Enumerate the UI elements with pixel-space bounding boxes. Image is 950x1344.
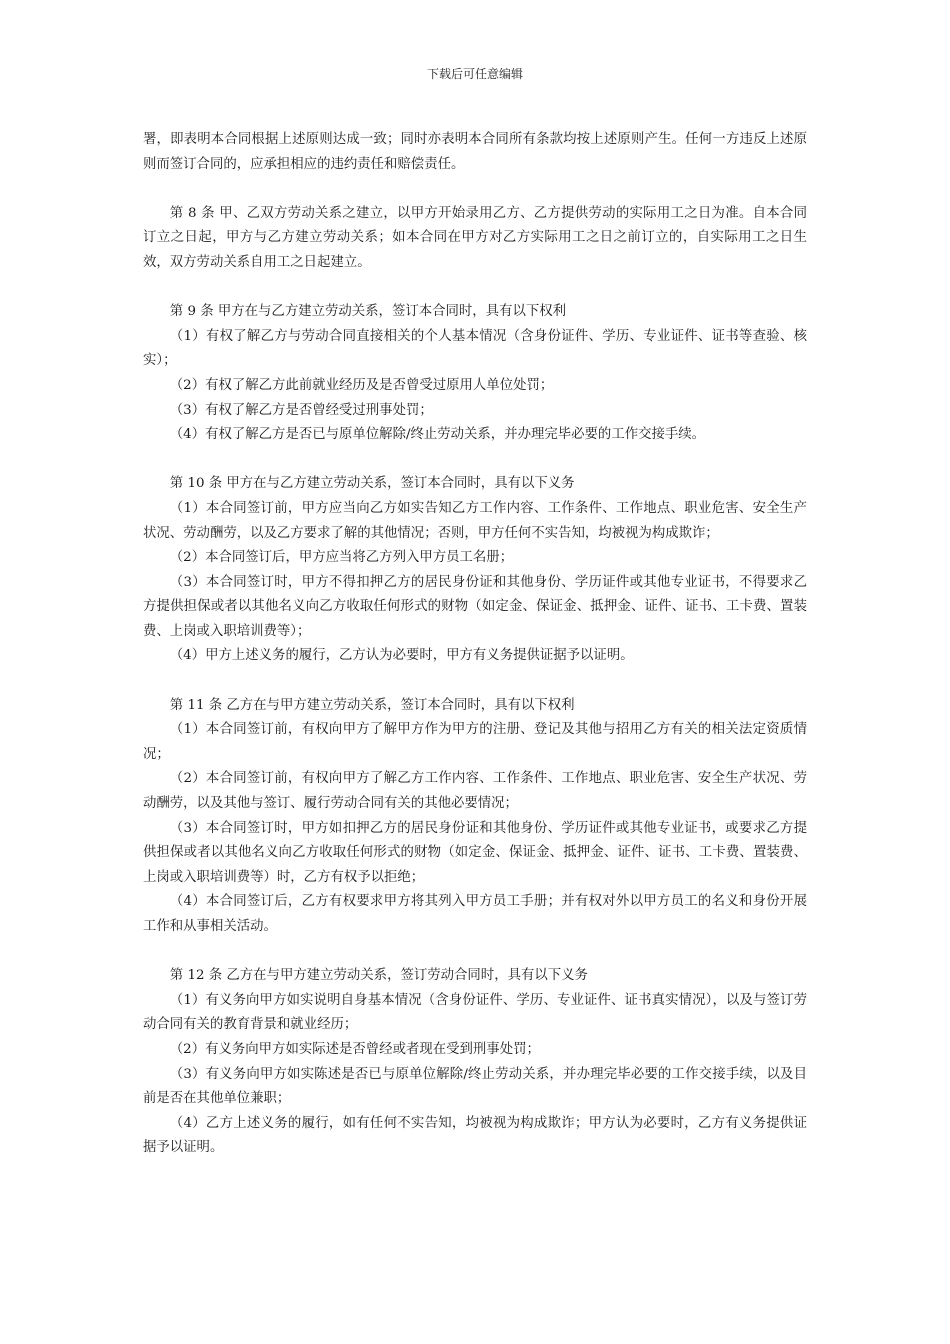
article-10 [143, 472, 807, 669]
article-9-item-1: （1）有权了解乙方与劳动合同直接相关的个人基本情况（含身份证件、学历、专业证件、证书等查验、核实）； [143, 328, 807, 369]
article-12-item-4: （4）乙方上述义务的履行，如有任何不实告知，均被视为构成欺诈；甲方认为必要时，乙方有义务提供证据予以证明。 [143, 1115, 807, 1156]
article-9-title: 第 9 条 甲方在与乙方建立劳动关系，签订本合同时，具有以下权利 [169, 304, 567, 320]
article-12-item-3: （3）有义务向甲方如实陈述是否已与原单位解除/终止劳动关系，并办理完毕必要的工作交接手续，以及目前是否在其他单位兼职； [143, 1066, 807, 1107]
article-11-item-2: （2）本合同签订前，有权向甲方了解乙方工作内容、工作条件、工作地点、职业危害、安全生产状况、劳动酬劳，以及其他与签订、履行劳动合同有关的其他必要情况； [143, 771, 807, 812]
page-header: 下载后可任意编辑 [426, 67, 523, 81]
article-10-item-1: （1）本合同签订前，甲方应当向乙方如实告知乙方工作内容、工作条件、工作地点、职业危害、安全生产状况、劳动酬劳，以及乙方要求了解的其他情况；否则，甲方任何不实告知，均被视为构成欺诈； [143, 500, 807, 541]
article-9-item-3: （3）有权了解乙方是否曾经受过刑事处罚； [169, 402, 433, 418]
article-9-item-2: （2）有权了解乙方此前就业经历及是否曾受过原用人单位处罚； [169, 377, 554, 393]
article-10-item-4: （4）甲方上述义务的履行，乙方认为必要时，甲方有义务提供证据予以证明。 [169, 648, 634, 664]
article-12-title: 第 12 条 乙方在与甲方建立劳动关系，签订劳动合同时，具有以下义务 [169, 968, 588, 984]
article-10-item-2: （2）本合同签订后，甲方应当将乙方列入甲方员工名册； [169, 550, 514, 566]
intro-paragraph [143, 128, 807, 177]
article-9-item-4: （4）有权了解乙方是否已与原单位解除/终止劳动关系，并办理完毕必要的工作交接手续。 [169, 427, 706, 443]
article-12-item-2: （2）有义务向甲方如实际述是否曾经或者现在受到刑事处罚； [169, 1041, 540, 1057]
article-12-item-1: （1）有义务向甲方如实说明自身基本情况（含身份证件、学历、专业证件、证书真实情况），以及与签订劳动合同有关的教育背景和就业经历； [143, 992, 807, 1033]
intro-text: 署，即表明本合同根据上述原则达成一致；同时亦表明本合同所有条款均按上述原则产生。任何一方违反上述原则而签订合同的，应承担相应的违约责任和赔偿责任。 [143, 132, 807, 172]
article-10-item-3: （3）本合同签订时，甲方不得扣押乙方的居民身份证和其他身份、学历证件或其他专业证书，不得要求乙方提供担保或者以其他名义向乙方收取任何形式的财物（如定金、保证金、抵押金、证件、证书、工卡费、置装费、上岗或入职培训费等）； [143, 574, 807, 639]
document-body [143, 128, 807, 1186]
article-11-item-4: （4）本合同签订后，乙方有权要求甲方将其列入甲方员工手册；并有权对外以甲方员工的名义和身份开展工作和从事相关活动。 [143, 894, 807, 934]
article-11-item-1: （1）本合同签订前，有权向甲方了解甲方作为甲方的注册、登记及其他与招用乙方有关的相关法定资质情况； [143, 722, 807, 762]
article-11-title: 第 11 条 乙方在与甲方建立劳动关系，签订本合同时，具有以下权利 [169, 697, 575, 713]
article-9 [143, 300, 807, 448]
article-11-item-3: （3）本合同签订时，甲方如扣押乙方的居民身份证和其他身份、学历证件或其他专业证书，或要求乙方提供担保或者以其他名义向乙方收取任何形式的财物（如定金、保证金、抵押金、证件、证书、工卡费、置装费、上岗或入职培训费等）时，乙方有权予以拒绝； [143, 820, 807, 885]
article-10-title: 第 10 条 甲方在与乙方建立劳动关系，签订本合同时，具有以下义务 [169, 476, 575, 492]
article-8 [143, 202, 807, 276]
article-12 [143, 964, 807, 1161]
article-8-text: 第 8 条 甲、乙双方劳动关系之建立，以甲方开始录用乙方、乙方提供劳动的实际用工之日为准。自本合同订立之日起，甲方与乙方建立劳动关系；如本合同在甲方对乙方实际用工之日之前订立的，自实际用工之日生效，双方劳动关系自用工之日起建立。 [143, 205, 807, 270]
article-11 [143, 694, 807, 940]
